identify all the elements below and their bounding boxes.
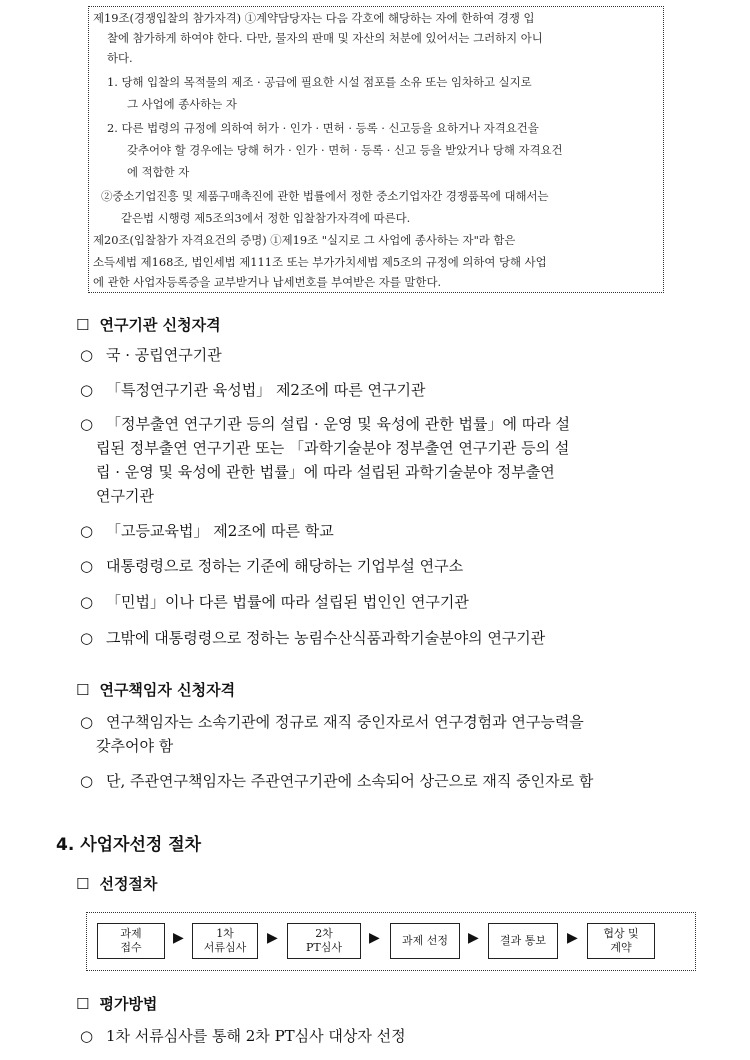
circle-bullet-icon: ○ [80, 772, 94, 790]
checkbox-icon: ☐ [76, 995, 90, 1013]
arrow-right-icon: ▶ [468, 930, 479, 946]
list-item: ○ 「특정연구기관 육성법」 제2조에 따른 연구기관 [80, 381, 426, 399]
list-item: ○ 단, 주관연구책임자는 주관연구기관에 소속되어 상근으로 재직 중인자로 함 [80, 772, 594, 790]
article19-line2: 찰에 참가하게 하여야 한다. 다만, 물자의 판매 및 자산의 처분에 있어서는 그러하지 아니 [107, 31, 543, 45]
circle-bullet-icon: ○ [80, 593, 94, 611]
flow-step: 결과 통보 [488, 923, 558, 959]
checkbox-icon: ☐ [76, 316, 90, 334]
item2-line1: 2. 다른 법령의 규정에 의하여 허가 · 인가 · 면허 · 등록 · 신고등을 요하거나 자격요건을 [107, 121, 539, 135]
circle-bullet-icon: ○ [80, 522, 94, 540]
item1-line1: 1. 당해 입찰의 목적물의 제조 · 공급에 필요한 시설 점포를 소유 또는 임차하고 실지로 [107, 75, 532, 89]
circle-bullet-icon: ○ [80, 1027, 94, 1045]
section4-title: 4. 사업자선정 절차 [56, 835, 202, 855]
list-item-continuation: 립 · 운영 및 육성에 관한 법률」에 따라 설립된 과학기술분야 정부출연 [96, 463, 555, 481]
researcher-title: 연구책임자 신청자격 [99, 681, 236, 699]
item2-line3: 에 적합한 자 [127, 165, 190, 179]
circle-bullet-icon: ○ [80, 415, 94, 433]
para2-line2: 같은법 시행령 제5조의3에서 정한 입찰참가자격에 따른다. [121, 211, 411, 225]
flow-step: 과제 선정 [390, 923, 460, 959]
arrow-right-icon: ▶ [567, 930, 578, 946]
item1-line2: 그 사업에 종사하는 자 [127, 97, 237, 111]
item2-line2: 갖추어야 할 경우에는 당해 허가 · 인가 · 면허 · 등록 · 신고 등을 받았거나 당해 자격요건 [127, 143, 563, 157]
list-item: ○ 국 · 공립연구기관 [80, 346, 222, 364]
evaluation-heading [76, 993, 157, 1014]
checkbox-icon: ☐ [76, 681, 90, 699]
selection-flow [86, 912, 696, 971]
article20-line3: 에 관한 사업자등록증을 교부받거나 납세번호를 부여받은 자를 말한다. [93, 275, 442, 289]
arrow-right-icon: ▶ [369, 930, 380, 946]
checkbox-icon: ☐ [76, 875, 90, 893]
list-item: ○ 「민법」이나 다른 법률에 따라 설립된 법인인 연구기관 [80, 593, 469, 611]
researcher-heading [76, 679, 235, 700]
para2-line1: ②중소기업진흥 및 제품구매촉진에 관한 법률에서 정한 중소기업자간 경쟁품목에 대해서는 [101, 189, 549, 203]
law-quote-box [88, 6, 664, 293]
article20-line1: 제20조(입찰참가 자격요건의 증명) ①제19조 "실지로 그 사업에 종사하는 자"라 함은 [93, 233, 516, 247]
evaluation-title: 평가방법 [99, 995, 158, 1013]
flow-step: 2차 PT심사 [287, 923, 361, 959]
list-item: ○ 그밖에 대통령령으로 정하는 농림수산식품과학기술분야의 연구기관 [80, 629, 546, 647]
article19-line1: 제19조(경쟁입찰의 참가자격) ①계약담당자는 다음 각호에 해당하는 자에 한하여 경쟁 입 [93, 11, 535, 25]
flow-step: 과제 접수 [97, 923, 165, 959]
research-org-title: 연구기관 신청자격 [99, 316, 221, 334]
list-item-continuation: 연구기관 [96, 487, 154, 505]
list-item: ○ 「정부출연 연구기관 등의 설립 · 운영 및 육성에 관한 법률」에 따라 설 [80, 415, 570, 433]
procedure-title: 선정절차 [99, 875, 158, 893]
research-org-heading [76, 314, 221, 335]
circle-bullet-icon: ○ [80, 346, 94, 364]
list-item: ○ 1차 서류심사를 통해 2차 PT심사 대상자 선정 [80, 1027, 406, 1045]
list-item: ○ 연구책임자는 소속기관에 정규로 재직 중인자로서 연구경험과 연구능력을 [80, 713, 584, 731]
list-item: ○ 「고등교육법」 제2조에 따른 학교 [80, 522, 334, 540]
list-item: ○ 대통령령으로 정하는 기준에 해당하는 기업부설 연구소 [80, 557, 464, 575]
list-item-continuation: 립된 정부출연 연구기관 또는 「과학기술분야 정부출연 연구기관 등의 설 [96, 439, 570, 457]
procedure-heading [76, 873, 157, 894]
flow-step: 1차 서류심사 [192, 923, 258, 959]
circle-bullet-icon: ○ [80, 557, 94, 575]
circle-bullet-icon: ○ [80, 629, 94, 647]
flow-step: 협상 및 계약 [587, 923, 655, 959]
circle-bullet-icon: ○ [80, 381, 94, 399]
circle-bullet-icon: ○ [80, 713, 94, 731]
arrow-right-icon: ▶ [173, 930, 184, 946]
arrow-right-icon: ▶ [267, 930, 278, 946]
list-item-continuation: 갖추어야 함 [96, 737, 174, 755]
article20-line2: 소득세법 제168조, 법인세법 제111조 또는 부가가치세법 제5조의 규정에 의하여 당해 사업 [93, 255, 547, 269]
article19-line3: 하다. [107, 51, 133, 65]
